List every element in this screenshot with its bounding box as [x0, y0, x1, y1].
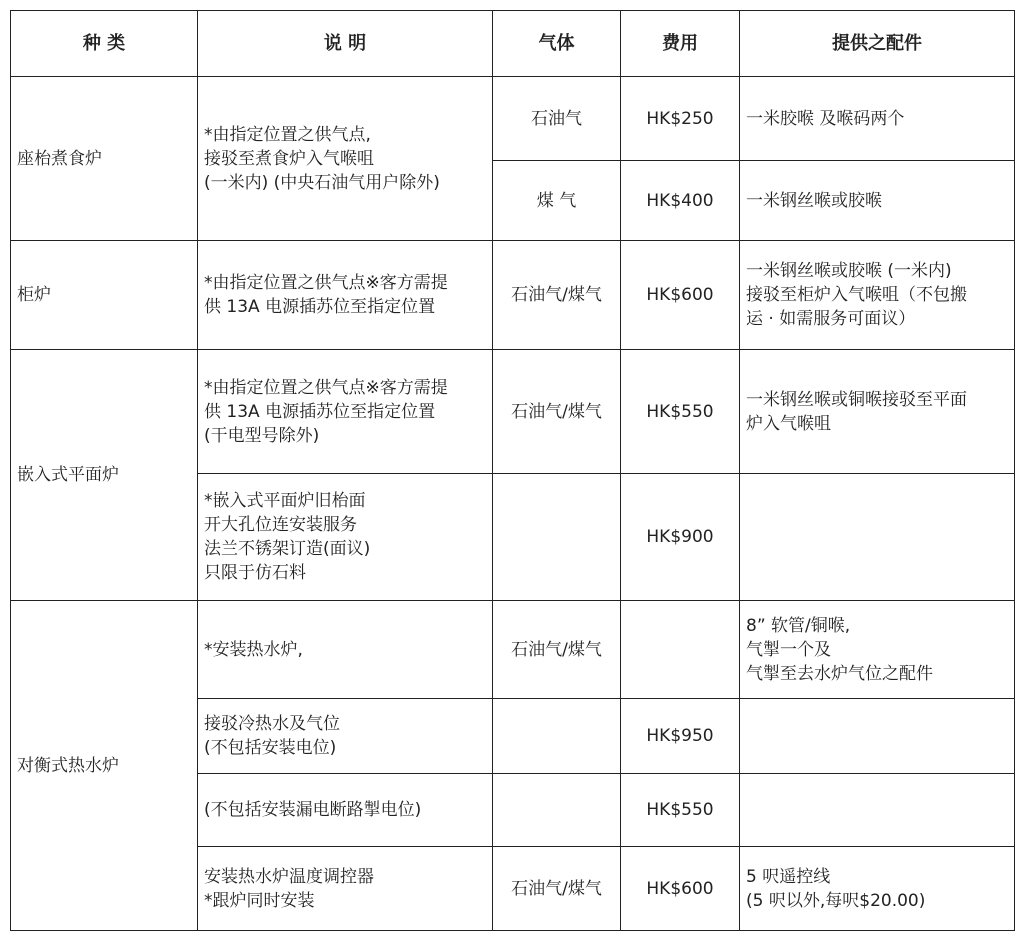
category-cell: 柜炉: [11, 241, 198, 350]
fee-cell: HK$250: [621, 77, 740, 161]
header-gas: 气体: [493, 11, 621, 77]
table-row: [11, 241, 1015, 350]
gas-cell: 石油气: [493, 77, 621, 161]
fee-cell: HK$950: [621, 699, 740, 774]
fee-cell: HK$550: [621, 774, 740, 847]
description-cell: *安装热水炉,: [198, 601, 493, 699]
description-cell: 接驳冷热水及气位 (不包括安装电位): [198, 699, 493, 774]
header-accessories: 提供之配件: [740, 11, 1015, 77]
header-fee: 费用: [621, 11, 740, 77]
description-cell: *由指定位置之供气点, 接驳至煮食炉入气喉咀 (一米内) (中央石油气用户除外): [198, 77, 493, 241]
category-cell: 对衡式热水炉: [11, 601, 198, 931]
gas-cell: 石油气/煤气: [493, 847, 621, 931]
accessories-cell: 一米胶喉 及喉码两个: [740, 77, 1015, 161]
accessories-cell: 一米钢丝喉或胶喉 (一米内) 接驳至柜炉入气喉咀（不包搬 运 · 如需服务可面议）: [740, 241, 1015, 350]
description-cell: *由指定位置之供气点※客方需提 供 13A 电源插苏位至指定位置 (干电型号除外): [198, 350, 493, 474]
fee-cell: [621, 601, 740, 699]
table-row: [11, 601, 1015, 699]
gas-cell: 石油气/煤气: [493, 350, 621, 474]
accessories-cell: 8” 软管/铜喉, 气掣一个及 气掣至去水炉气位之配件: [740, 601, 1015, 699]
table-row: [11, 77, 1015, 161]
header-row: [11, 11, 1015, 77]
fee-cell: HK$900: [621, 474, 740, 601]
fee-cell: HK$400: [621, 161, 740, 241]
table-row: [11, 350, 1015, 474]
gas-cell: [493, 699, 621, 774]
accessories-cell: 一米钢丝喉或铜喉接驳至平面 炉入气喉咀: [740, 350, 1015, 474]
fee-cell: HK$600: [621, 847, 740, 931]
description-cell: *嵌入式平面炉旧枱面 开大孔位连安装服务 法兰不锈架订造(面议) 只限于仿石料: [198, 474, 493, 601]
fee-cell: HK$550: [621, 350, 740, 474]
description-cell: 安装热水炉温度调控器 *跟炉同时安装: [198, 847, 493, 931]
header-category: 种 类: [11, 11, 198, 77]
accessories-cell: [740, 474, 1015, 601]
accessories-cell: [740, 699, 1015, 774]
gas-cell: 煤 气: [493, 161, 621, 241]
header-description: 说 明: [198, 11, 493, 77]
gas-cell: 石油气/煤气: [493, 241, 621, 350]
accessories-cell: [740, 774, 1015, 847]
gas-cell: 石油气/煤气: [493, 601, 621, 699]
gas-cell: [493, 774, 621, 847]
gas-cell: [493, 474, 621, 601]
category-cell: 座枱煮食炉: [11, 77, 198, 241]
category-cell: 嵌入式平面炉: [11, 350, 198, 601]
fee-cell: HK$600: [621, 241, 740, 350]
accessories-cell: 一米钢丝喉或胶喉: [740, 161, 1015, 241]
description-cell: *由指定位置之供气点※客方需提 供 13A 电源插苏位至指定位置: [198, 241, 493, 350]
description-cell: (不包括安装漏电断路掣电位): [198, 774, 493, 847]
accessories-cell: 5 呎遥控线 (5 呎以外,每呎$20.00): [740, 847, 1015, 931]
installation-fee-table: [10, 10, 1015, 931]
